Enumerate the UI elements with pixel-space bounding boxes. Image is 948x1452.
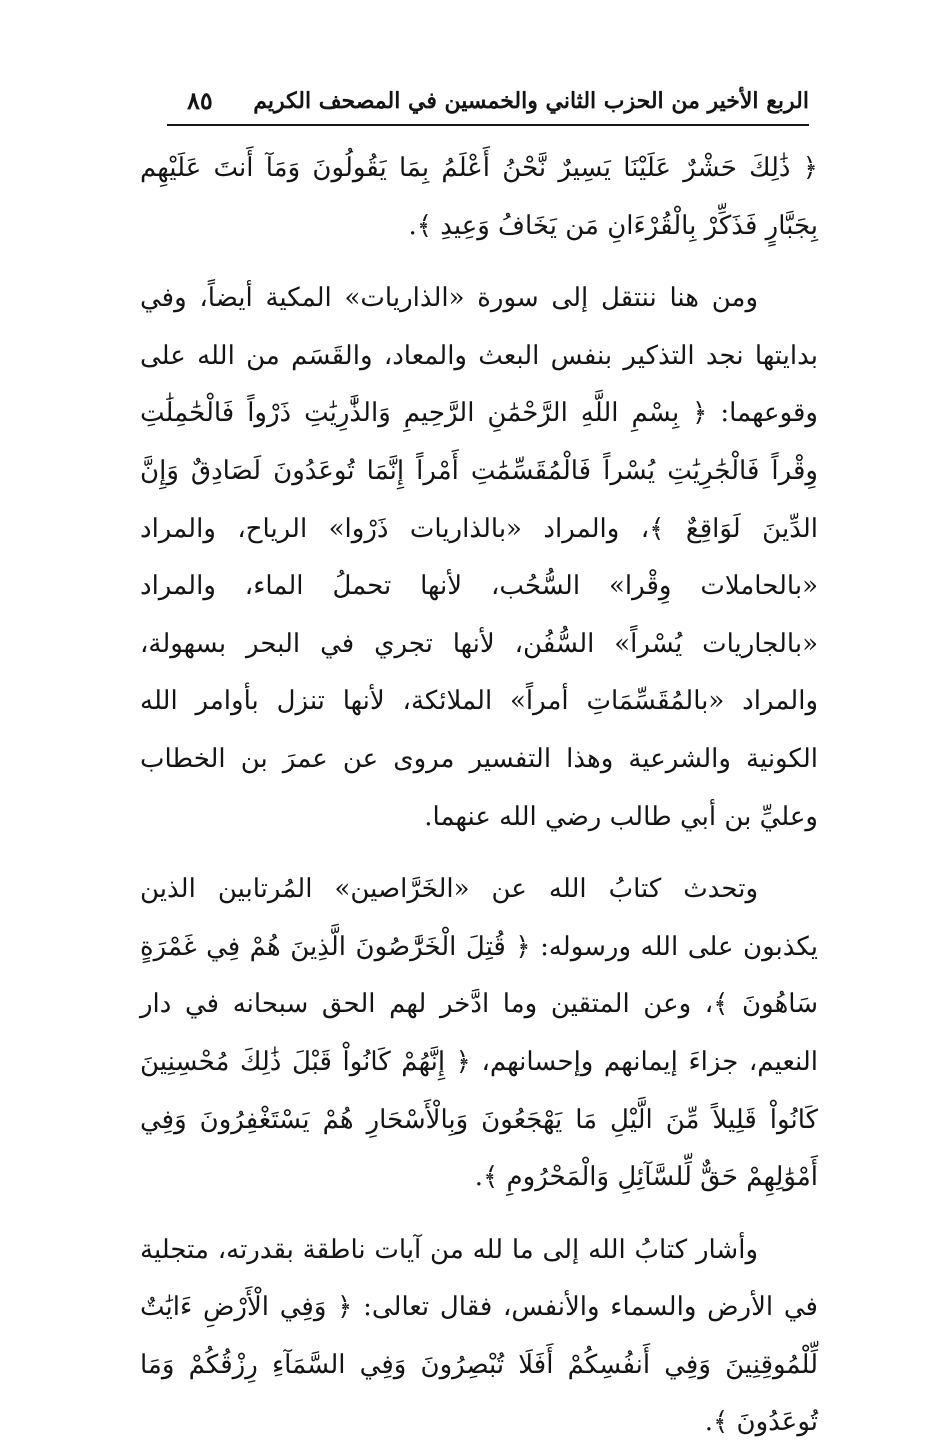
running-title: الربع الأخير من الحزب الثاني والخمسين في المصحف الكريم — [253, 88, 809, 114]
paragraph-1: ﴿ ذَٰلِكَ حَشْرٌ عَلَيْنَا يَسِيرٌ نَّحْنُ أَعْلَمُ بِمَا يَقُولُونَ وَمَآ أَنتَ عَلَيْهِم بِجَبَّارٍ فَذَكِّرْ بِالْقُرْءَانِ مَن يَخَافُ وَعِيدِ ﴾. — [140, 153, 818, 241]
page-header — [167, 86, 809, 124]
paragraph-2: ومن هنا ننتقل إلى سورة «الذاريات» المكية أيضاً، وفي بدايتها نجد التذكير بنفس البعث والمعاد، والقَسَم من الله على وقوعهما: ﴿ بِسْمِ اللَّهِ الرَّحْمَٰنِ الرَّحِيمِ وَالذَّٰرِيَٰتِ ذَرْواً فَالْحَٰمِلَٰتِ وِقْراً فَالْجَٰرِيَٰتِ يُسْراً فَالْمُقَسِّمَٰتِ أَمْراً إِنَّمَا تُوعَدُونَ لَصَادِقٌ وَإِنَّ الدِّينَ لَوَاقِعٌ ﴾، والمراد «بالذاريات ذَرْوا» الرياح، والمراد «بالحاملات وِقْرا» السُّحُب، لأنها تحملُ الماء، والمراد «بالجاريات يُسْراً» السُّفُن، لأنها تجري في البحر بسهولة، والمراد «بالمُقَسِّمَاتِ أمراً» الملائكة، لأنها تنزل بأوامر الله الكونية والشرعية وهذا التفسير مروى عن عمرَ بن الخطاب وعليِّ بن أبي طالب رضي الله عنهما. — [140, 283, 818, 832]
paragraph-4: وأشار كتابُ الله إلى ما لله من آيات ناطقة بقدرته، متجلية في الأرض والسماء والأنفس، فقال تعالى: ﴿ وَفِي الْأَرْضِ ءَايَٰتٌ لِّلْمُوقِنِينَ وَفِي أَنفُسِكُمْ أَفَلَا تُبْصِرُونَ وَفِي السَّمَآءِ رِزْقُكُمْ وَمَا تُوعَدُونَ ﴾. — [140, 1234, 818, 1438]
body-text — [140, 140, 818, 1452]
page-number: ٨٥ — [187, 86, 213, 115]
paragraph-3: وتحدث كتابُ الله عن «الخَرَّاصين» المُرتابين الذين يكذبون على الله ورسوله: ﴿ قُتِلَ الْخَرَّٰصُونَ الَّذِينَ هُمْ فِي غَمْرَةٍ سَاهُونَ ﴾، وعن المتقين وما ادَّخر لهم الحق سبحانه في دار النعيم، جزاءَ إيمانهم وإحسانهم، ﴿ إِنَّهُمْ كَانُواْ قَبْلَ ذَٰلِكَ مُحْسِنِينَ كَانُواْ قَلِيلاً مِّنَ الَّيْلِ مَا يَهْجَعُونَ وَبِالْأَسْحَارِ هُمْ يَسْتَغْفِرُونَ وَفِي أَمْوَٰلِهِمْ حَقٌّ لِّلسَّآئِلِ وَالْمَحْرُومِ ﴾. — [140, 874, 818, 1193]
header-rule — [167, 124, 809, 126]
